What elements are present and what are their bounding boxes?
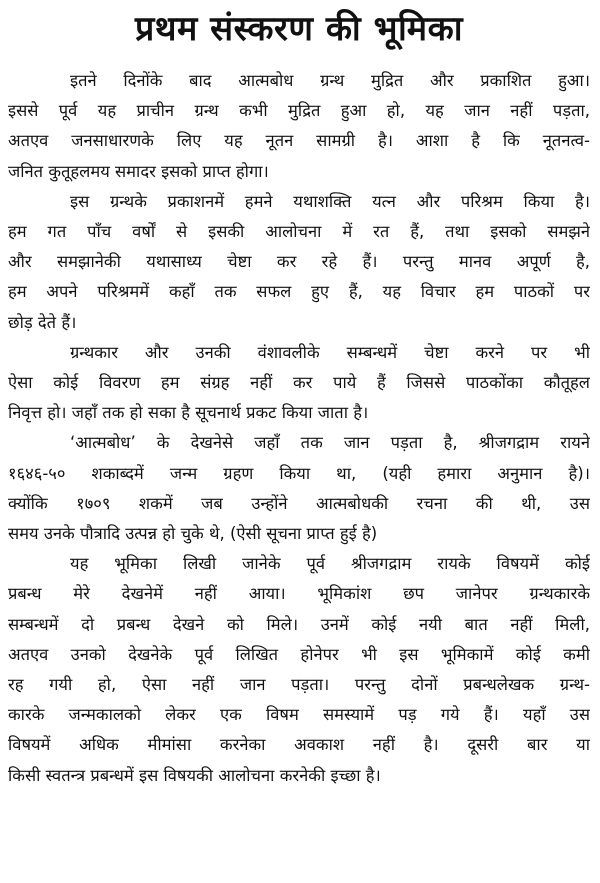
paragraph-line: ‘आत्मबोध’ के देखनेसे जहाँ तक जान पड़ता है, श्रीजगद्राम रायने [70, 433, 590, 453]
paragraph-line: हम अपने परिश्रममें कहाँ तक सफल हुए हैं, यह विचार हम पाठकों पर [8, 282, 590, 302]
paragraph-line: सम्बन्धमें दो प्रबन्ध देखने को मिले। उनमें कोई नयी बात नहीं मिली, [8, 614, 590, 634]
paragraph-line: इस ग्रन्थके प्रकाशनमें हमने यथाशक्ति यत्न और परिश्रम किया है। [70, 191, 590, 211]
paragraph-line: अतएव उनको देखनेके पूर्व लिखित होनेपर भी इस भूमिकामें कोई कमी [8, 644, 590, 664]
paragraph-2 [8, 187, 590, 338]
paragraph-line: प्रबन्ध मेरे देखनेमें नहीं आया। भूमिकांश छप जानेपर ग्रन्थकारके [8, 584, 590, 604]
paragraph-line: विषयमें अधिक मीमांसा करनेका अवकाश नहीं है। दूसरी बार या [8, 735, 590, 755]
page-title: प्रथम संस्करण की भूमिका [134, 9, 464, 49]
paragraph-line: अतएव जनसाधारणके लिए यह नूतन सामग्री है। आशा है कि नूतनत्व- [8, 131, 590, 151]
paragraph-line: हम गत पाँच वर्षों से इसकी आलोचना में रत हैं, तथा इसको समझने [8, 222, 590, 242]
paragraph-4 [8, 428, 590, 549]
paragraph-line: ऐसा कोई विवरण हम संग्रह नहीं कर पाये हैं जिससे पाठकोंका कौतूहल [8, 373, 590, 393]
paragraph-line: और समझानेकी यथासाध्य चेष्टा कर रहे हैं। परन्तु मानव अपूर्ण है, [8, 252, 590, 272]
paragraph-line: क्योंकि १७०९ शकमें जब उन्होंने आत्मबोधकी रचना की थी, उस [8, 493, 590, 513]
paragraph-line: रह गयी हो, ऐसा नहीं जान पड़ता। परन्तु दोनों प्रबन्धलेखक ग्रन्थ- [8, 675, 590, 695]
paragraph-line: इससे पूर्व यह प्राचीन ग्रन्थ कभी मुद्रित हुआ हो, यह जान नहीं पड़ता, [8, 101, 590, 121]
paragraph-3 [8, 338, 590, 429]
paragraph-line: जनित कुतूहलमय समादर इसको प्राप्त होगा। [8, 161, 269, 181]
paragraph-line: इतने दिनोंके बाद आत्मबोध ग्रन्थ मुद्रित और प्रकाशित हुआ। [70, 71, 590, 90]
paragraph-line: किसी स्वतन्त्र प्रबन्धमें इस विषयकी आलोचना करनेकी इच्छा है। [8, 765, 381, 785]
paragraph-line: समय उनके पौत्रादि उत्पन्न हो चुके थे, (ऐसी सूचना प्राप्त हुई है) [8, 524, 378, 544]
paragraph-line: कारके जन्मकालको लेकर एक विषम समस्यामें पड़ गये हैं। यहाँ उस [8, 705, 590, 725]
paragraph-line: निवृत्त हो। जहाँ तक हो सका है सूचनार्थ प्रकट किया जाता है। [8, 403, 369, 423]
paragraph-5 [8, 549, 590, 791]
paragraph-line: १६४६-५० शकाब्दमें जन्म ग्रहण किया था, (यही हमारा अनुमान है)। [8, 463, 590, 483]
paragraph-line: ग्रन्थकार और उनकी वंशावलीके सम्बन्धमें चेष्टा करने पर भी [70, 342, 590, 362]
paragraph-1 [8, 66, 590, 187]
paragraph-line: यह भूमिका लिखी जानेके पूर्व श्रीजगद्राम रायके विषयमें कोई [70, 554, 590, 574]
paragraph-line: छोड़ देते हैं। [8, 312, 77, 332]
